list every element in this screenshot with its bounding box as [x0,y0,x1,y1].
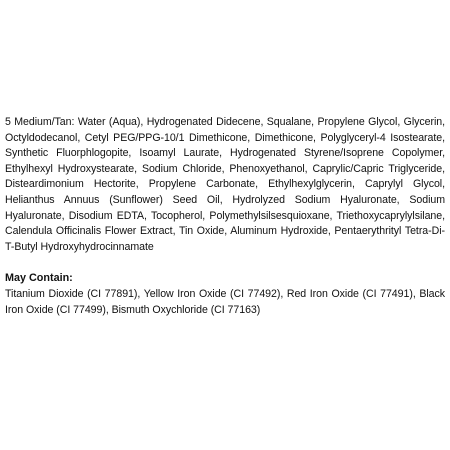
ingredients-paragraph: 5 Medium/Tan: Water (Aqua), Hydrogenated Didecene, Squalane, Propylene Glycol, Glycerin, Octyldodecanol, Cetyl PEG/PPG-10/1 Dimethicone, Dimethicone, Polyglyceryl-4 Isostearate, Synthetic Fluorphlogopite, Isoamyl Laurate, Hydrogenated Styrene/Isoprene Copolymer, Ethylhexyl Hydroxystearate, Sodium Chloride, Phenoxyethanol, Caprylic/Capric Triglyceride, Disteardimonium Hectorite, Propylene Carbonate, Ethylhexylglycerin, Caprylyl Glycol, Helianthus Annuus (Sunflower) Seed Oil, Hydrolyzed Sodium Hyaluronate, Sodium Hyaluronate, Disodium EDTA, Tocopherol, Polymethylsilsesquioxane, Triethoxycaprylylsilane, Calendula Officinalis Flower Extract, Tin Oxide, Aluminum Hydroxide, Pentaerythrityl Tetra-Di-T-Butyl Hydroxyhydrocinnamate [5,116,445,253]
may-contain-paragraph: Titanium Dioxide (CI 77891), Yellow Iron Oxide (CI 77492), Red Iron Oxide (CI 77491), Black Iron Oxide (CI 77499), Bismuth Oxychloride (CI 77163) [5,287,445,316]
may-contain-heading: May Contain: [5,272,73,285]
ingredient-label [5,115,445,318]
